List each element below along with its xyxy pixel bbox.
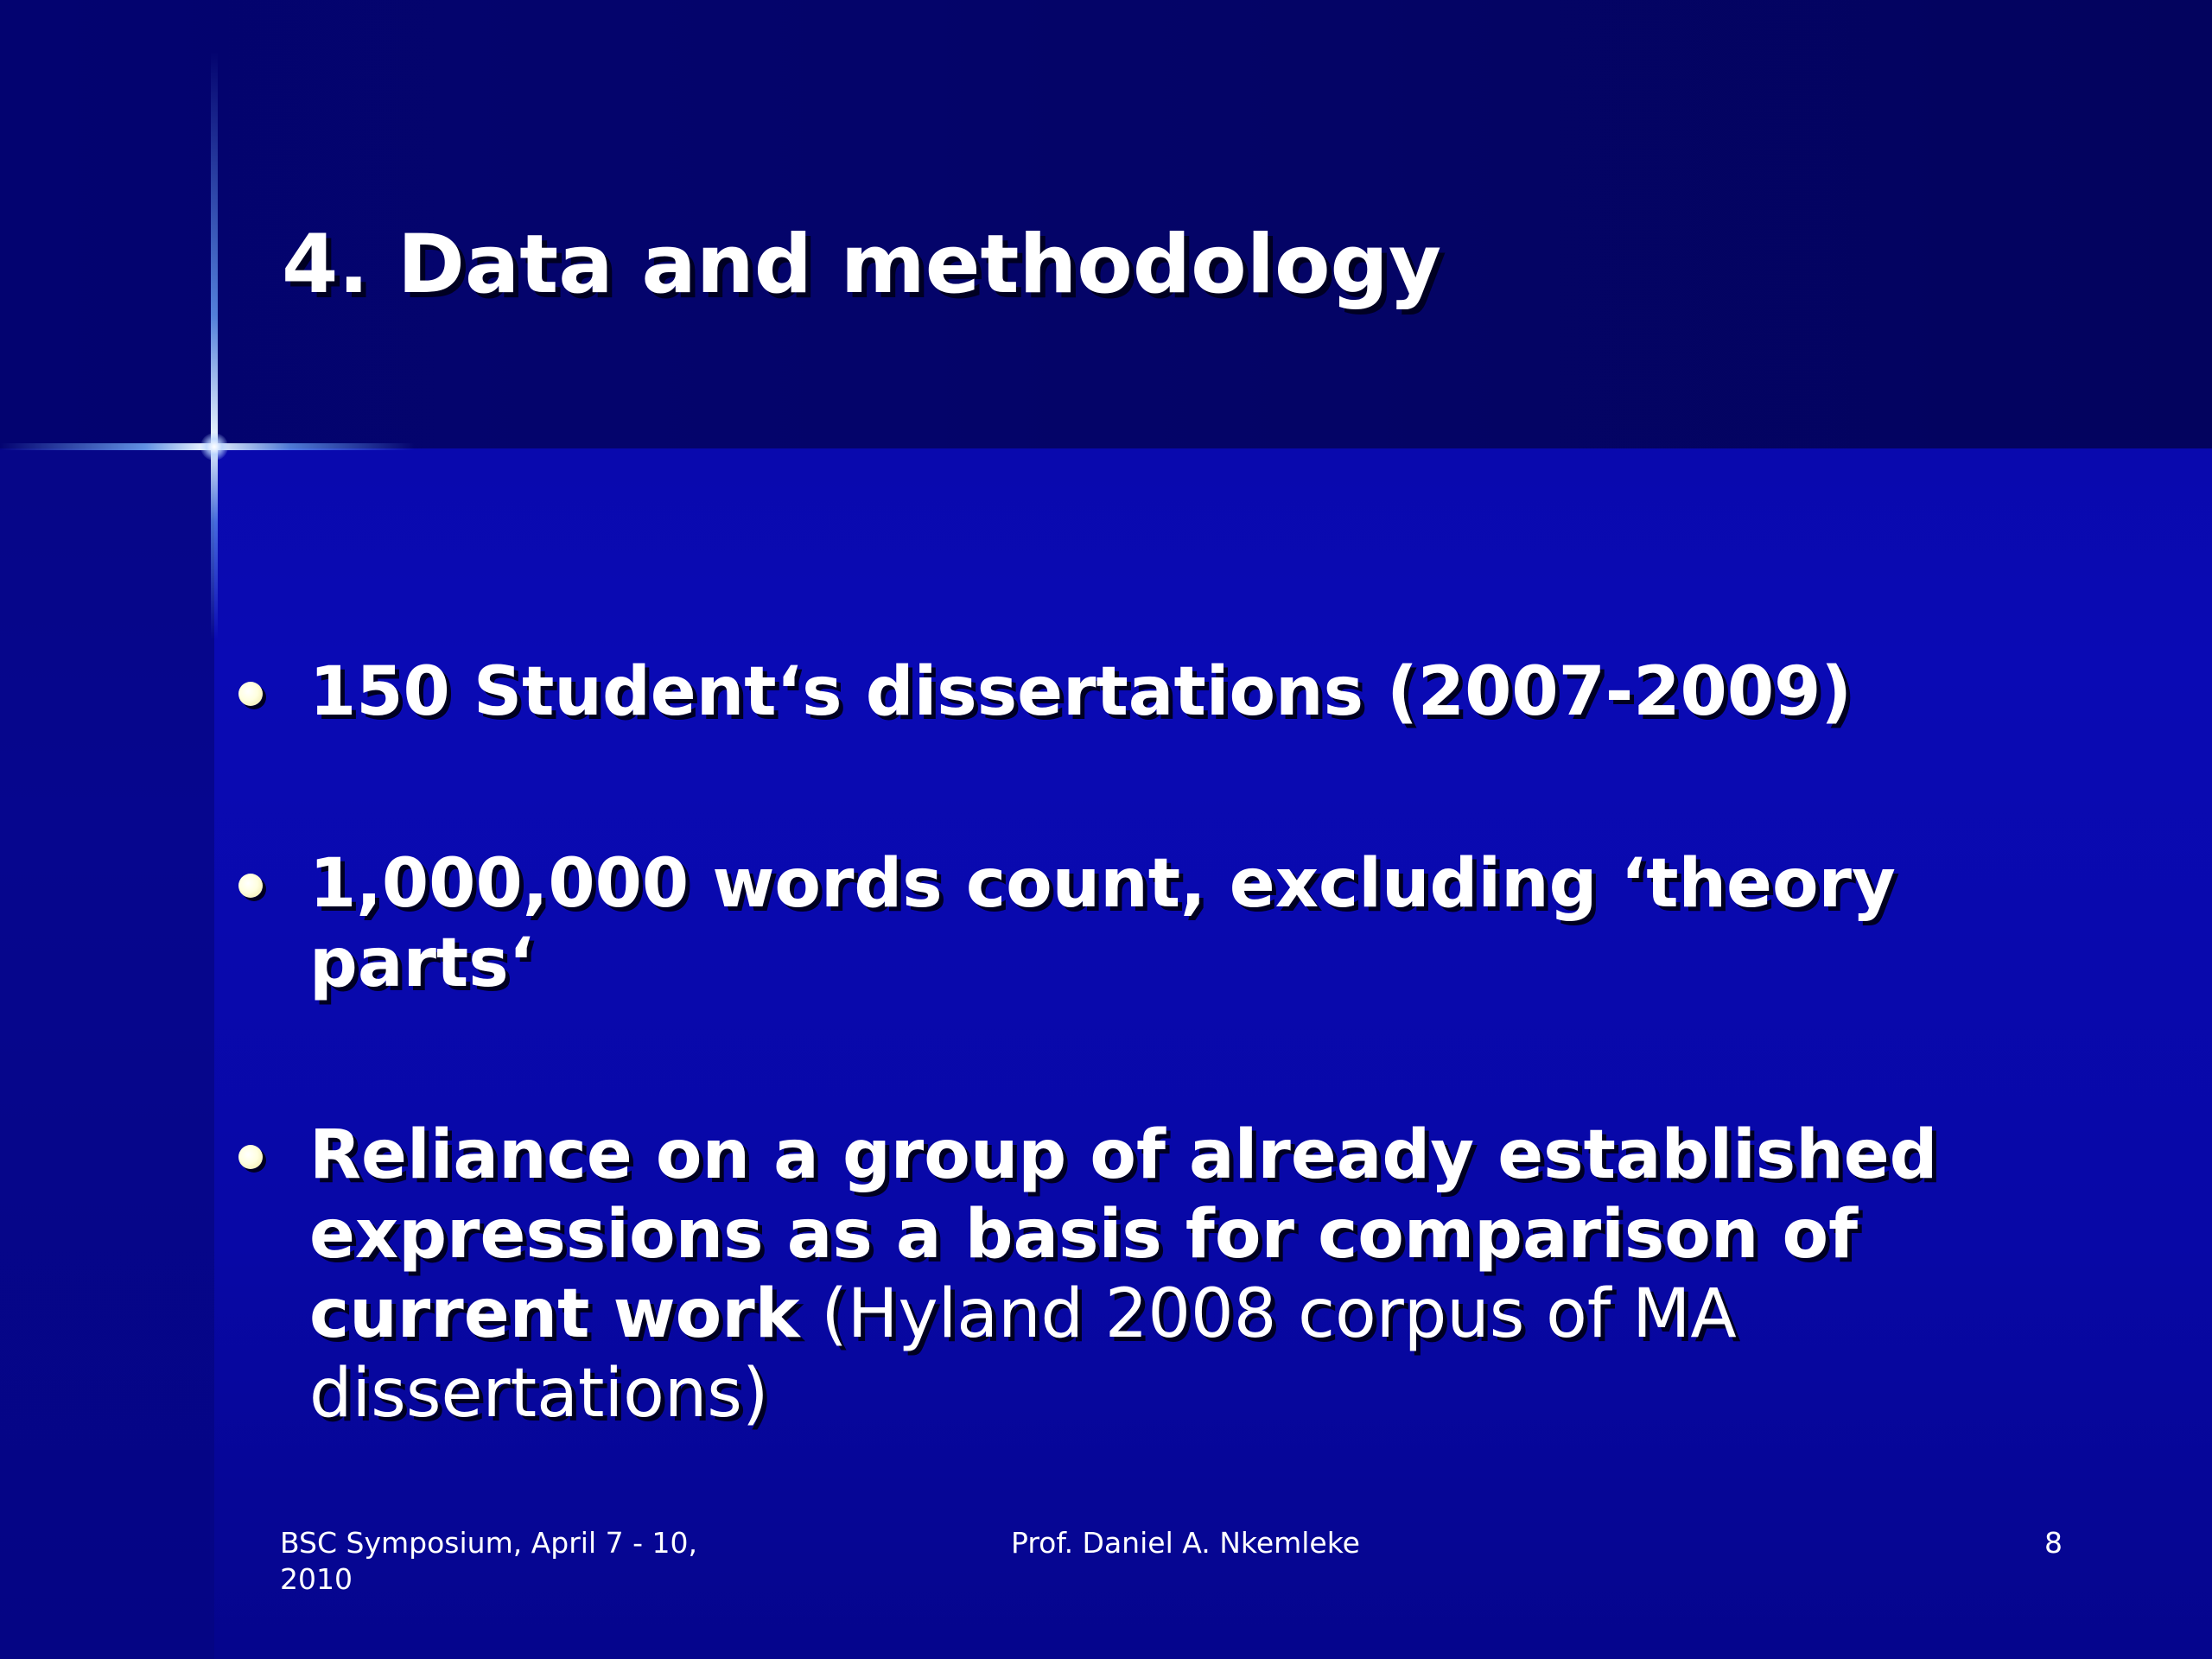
slide-title: 4. Data and methodology (282, 218, 1442, 312)
bullet-bold-text: Reliance on a group of already established expressions as a basis for comparison of current work (309, 1116, 1938, 1353)
bullet-list (228, 652, 2129, 1433)
bullet-item (228, 652, 2129, 732)
footer-event: BSC Symposium, April 7 - 10, 2010 (280, 1526, 697, 1596)
footer-presenter: Prof. Daniel A. Nkemleke (1011, 1526, 1360, 1560)
bullet-dot-icon (238, 682, 263, 706)
bullet-dot-icon (238, 1145, 263, 1169)
bullet-normal-text: (Hyland 2008 corpus of MA dissertations) (309, 1275, 1737, 1433)
bullet-item (228, 844, 2129, 1003)
slide-number: 8 (2044, 1526, 2063, 1560)
bullet-item (228, 1116, 2129, 1433)
bullet-dot-icon (238, 874, 263, 898)
bullet-bold-text: 1,000,000 words count, excluding ‘theory parts‘ (309, 845, 1896, 1002)
bullet-bold-text: 150 Student‘s dissertations (2007-2009) (309, 653, 1853, 731)
light-cross-glow-icon (200, 433, 228, 461)
glow-vertical-line (211, 52, 218, 639)
